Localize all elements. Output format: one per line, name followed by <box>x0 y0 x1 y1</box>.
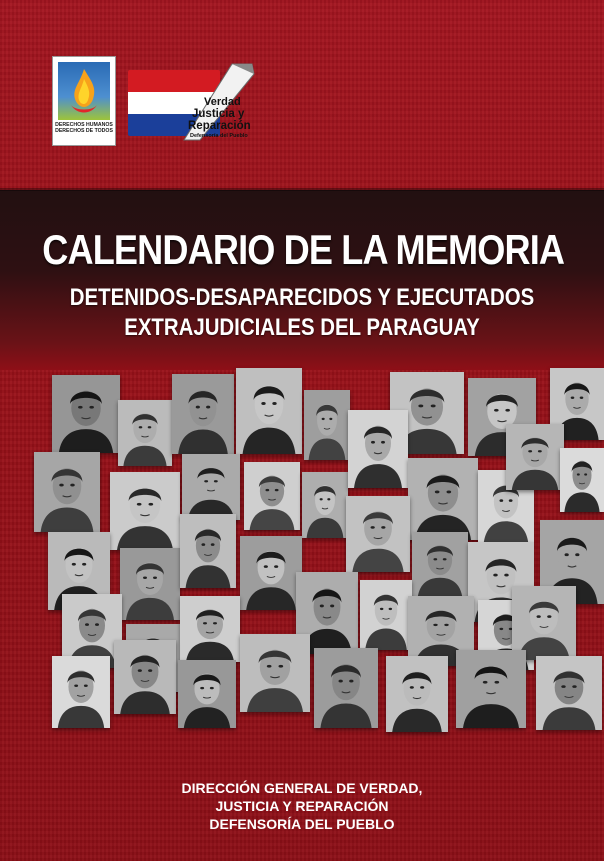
footer-line-3: DEFENSORÍA DEL PUEBLO <box>209 816 395 832</box>
title-band <box>0 190 604 370</box>
portrait-photo <box>346 496 410 572</box>
vjr-justicia: Justicia y <box>192 108 245 120</box>
band-divider <box>0 188 604 191</box>
portrait-photo <box>180 514 236 588</box>
footer-line-2: JUSTICIA Y REPARACIÓN <box>215 798 389 814</box>
portrait-photo <box>348 410 408 488</box>
portrait-photo <box>560 448 604 512</box>
portrait-photo <box>34 452 100 532</box>
dh-caption-line1: DERECHOS HUMANOS <box>55 122 113 128</box>
flame-icon <box>63 65 105 119</box>
portrait-photo <box>536 656 602 730</box>
portrait-photo <box>172 374 234 454</box>
vjr-verdad: Verdad <box>204 96 241 108</box>
vjr-defensoria: Defensoría del Pueblo <box>190 133 248 139</box>
portrait-photo <box>114 640 176 714</box>
portrait-photo <box>512 586 576 660</box>
portrait-photo <box>240 536 302 610</box>
cover-subtitle-2: EXTRAJUDICIALES DEL PARAGUAY <box>124 314 480 341</box>
portrait-photo <box>360 580 412 650</box>
portrait-photo <box>182 454 240 520</box>
dh-caption-line2: DERECHOS DE TODOS <box>55 128 113 134</box>
vjr-reparacion: Reparación <box>188 120 251 132</box>
derechos-humanos-logo <box>52 56 116 146</box>
portrait-photo <box>244 462 300 530</box>
portrait-photo <box>118 400 172 466</box>
portrait-photo <box>412 532 468 598</box>
portrait-photo <box>304 390 350 460</box>
portrait-photo <box>314 648 378 728</box>
portrait-photo <box>240 634 310 712</box>
portrait-photo <box>456 650 526 728</box>
cover-subtitle-1: DETENIDOS-DESAPARECIDOS Y EJECUTADOS <box>69 284 535 311</box>
portrait-photo <box>302 472 348 538</box>
portrait-photo <box>408 458 478 540</box>
cover-title: CALENDARIO DE LA MEMORIA <box>42 226 565 273</box>
portrait-photo <box>52 375 120 453</box>
portrait-photo <box>180 596 240 662</box>
verdad-justicia-reparacion-logo <box>124 58 256 142</box>
portrait-photo <box>52 656 110 728</box>
footer-line-1: DIRECCIÓN GENERAL DE VERDAD, <box>181 780 423 796</box>
portrait-photo <box>178 660 236 728</box>
portrait-photo <box>506 424 564 490</box>
portrait-photo <box>110 472 180 550</box>
portrait-photo <box>386 656 448 732</box>
portrait-photo <box>120 548 180 620</box>
portrait-photo <box>236 368 302 454</box>
